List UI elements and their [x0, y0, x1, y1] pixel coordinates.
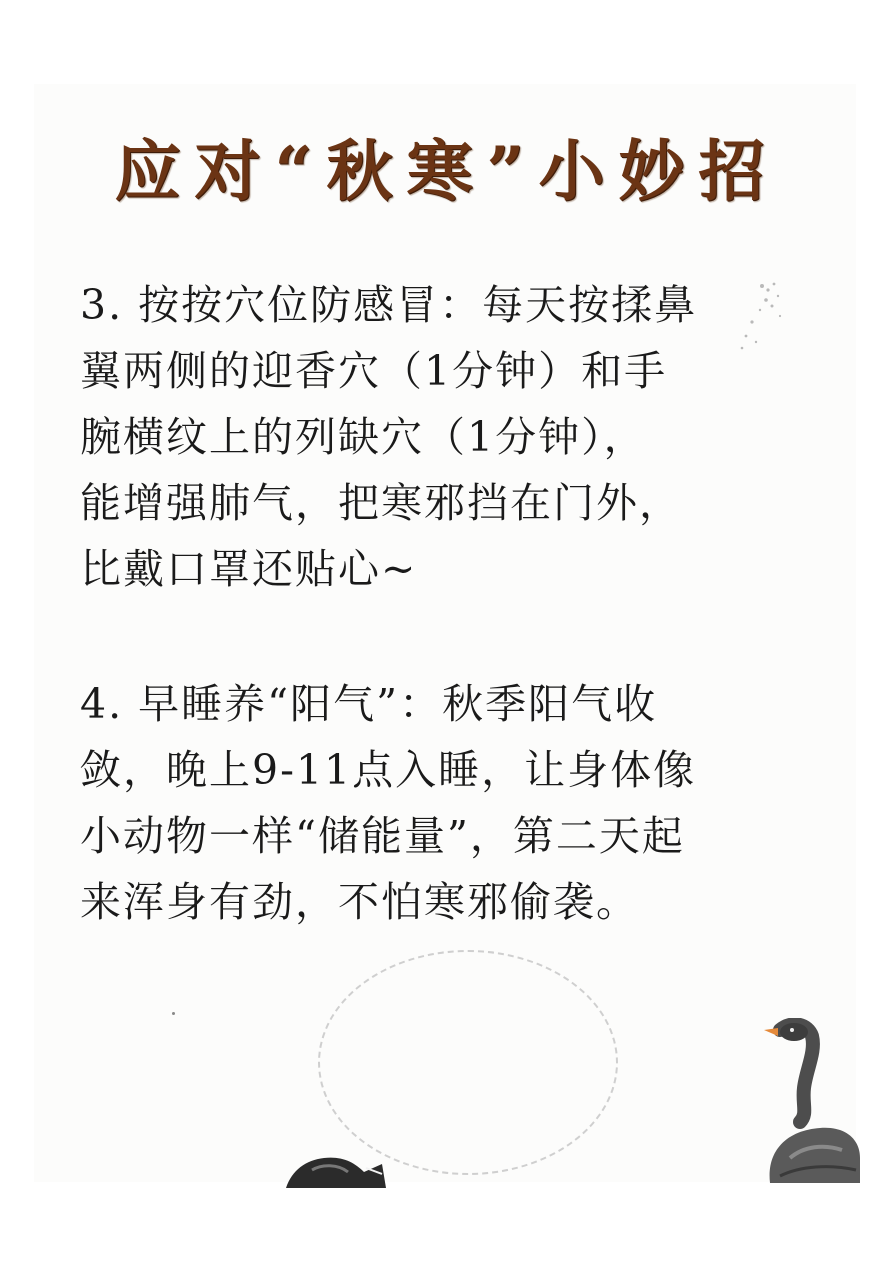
ink-blot-icon	[282, 1150, 386, 1190]
dashed-oval-frame	[318, 950, 618, 1175]
section-3-line-5: 比戴口罩还贴心~	[80, 545, 418, 593]
section-4-line-2: 敛，晚上9-11点入睡，让身体像	[80, 746, 697, 794]
goose-ink-painting-icon	[760, 1018, 860, 1183]
section-4-paragraph	[80, 671, 820, 935]
section-4-line-3: 小动物一样“储能量”，第二天起	[80, 812, 685, 860]
section-3-line-3: 腕横纹上的列缺穴（1分钟），	[80, 413, 647, 461]
page-title: 应对“秋寒”小妙招	[114, 132, 779, 210]
ink-speckle-icon	[722, 276, 812, 356]
section-3-paragraph	[80, 272, 820, 602]
section-3-line-2: 翼两侧的迎香穴（1分钟）和手	[80, 347, 668, 395]
section-3-line-1: 3. 按按穴位防感冒：每天按揉鼻	[80, 281, 698, 329]
section-4-line-4: 来浑身有劲，不怕寒邪偷袭。	[80, 878, 639, 926]
section-3-line-4: 能增强肺气，把寒邪挡在门外，	[80, 479, 682, 527]
ink-dot	[172, 1012, 175, 1015]
section-4-line-1: 4. 早睡养“阳气”：秋季阳气收	[80, 680, 658, 728]
